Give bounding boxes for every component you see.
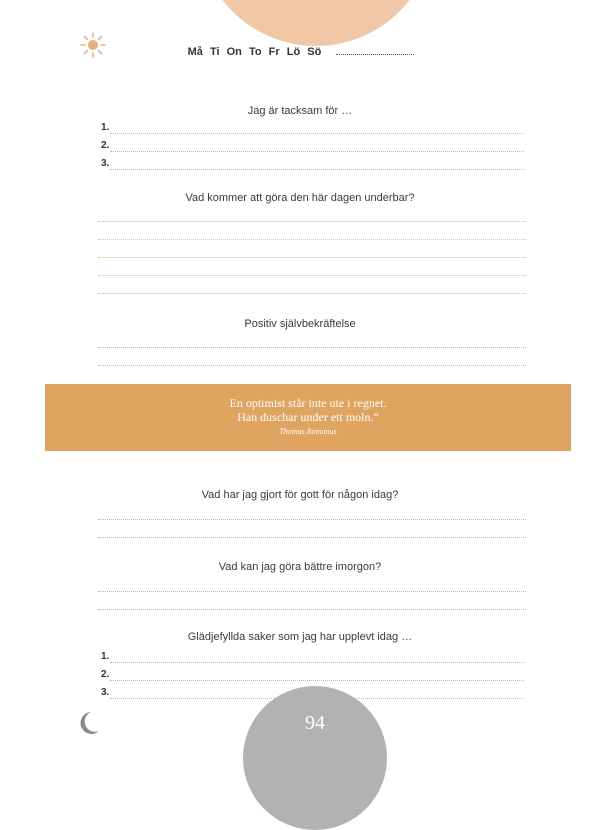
weekday-mon[interactable]: Må: [187, 46, 203, 58]
improve-line-2[interactable]: [98, 609, 526, 610]
great-day-title: Vad kommer att göra den här dagen underbar?: [185, 192, 415, 204]
weekday-thu[interactable]: To: [248, 46, 262, 58]
weekday-sat[interactable]: Lö: [286, 46, 301, 58]
quote-line-1: En optimist står inte ute i regnet.: [229, 396, 387, 410]
improve-line-1[interactable]: [98, 591, 526, 592]
joyful-number-3: 3.: [101, 687, 110, 698]
weekday-wed[interactable]: On: [226, 46, 242, 58]
gratitude-line-2[interactable]: [110, 151, 524, 152]
weekday-row: [0, 46, 600, 58]
good-deed-title: Vad har jag gjort för gott för någon idag?: [201, 489, 399, 501]
joyful-title: Glädjefyllda saker som jag har upplevt idag …: [187, 631, 413, 643]
improve-title: Vad kan jag göra bättre imorgon?: [218, 561, 382, 573]
gratitude-line-1[interactable]: [110, 133, 524, 134]
great-day-line-4[interactable]: [98, 275, 526, 276]
affirmation-line-1[interactable]: [98, 347, 526, 348]
great-day-line-1[interactable]: [98, 221, 526, 222]
great-day-line-5[interactable]: [98, 293, 526, 294]
date-field[interactable]: [336, 46, 414, 55]
good-deed-line-2[interactable]: [98, 537, 526, 538]
joyful-number-2: 2.: [101, 669, 110, 680]
affirmation-line-2[interactable]: [98, 365, 526, 366]
top-decorative-circle: [198, 0, 434, 46]
gratitude-number-3: 3.: [101, 158, 110, 169]
joyful-number-1: 1.: [101, 651, 110, 662]
great-day-line-2[interactable]: [98, 239, 526, 240]
moon-icon: [76, 710, 100, 736]
joyful-line-1[interactable]: [110, 662, 524, 663]
quote-band: [45, 384, 571, 451]
gratitude-number-1: 1.: [101, 122, 110, 133]
great-day-line-3[interactable]: [98, 257, 526, 258]
joyful-line-2[interactable]: [110, 680, 524, 681]
quote-line-2: Han duschar under ett moln.“: [237, 410, 379, 424]
gratitude-line-3[interactable]: [110, 169, 524, 170]
bottom-decorative-circle: [243, 686, 387, 830]
affirmation-title: Positiv självbekräftelse: [244, 318, 356, 330]
weekday-tue[interactable]: Ti: [209, 46, 220, 58]
page-number: 94: [305, 712, 325, 734]
gratitude-title: Jag är tacksam för …: [247, 105, 353, 117]
weekday-fri[interactable]: Fr: [268, 46, 280, 58]
good-deed-line-1[interactable]: [98, 519, 526, 520]
weekday-sun[interactable]: Sö: [307, 46, 322, 58]
quote-author: Thomas Romanus: [279, 427, 337, 436]
gratitude-number-2: 2.: [101, 140, 110, 151]
